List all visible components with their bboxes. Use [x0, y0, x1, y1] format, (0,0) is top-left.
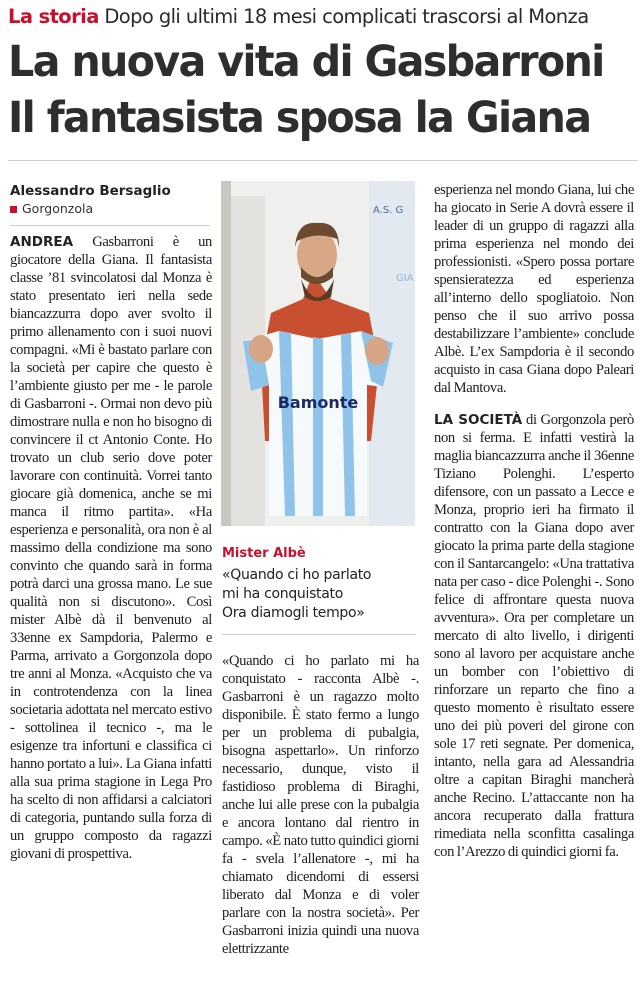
player-with-jersey-image: [221, 181, 415, 526]
section-lead-word: LA SOCIETÀ: [434, 412, 523, 428]
headline: [8, 34, 613, 146]
kicker-label: La storia: [8, 5, 99, 28]
article-column-3: [434, 181, 634, 861]
column-3-text-1: esperienza nel mondo Giana, lui che ha giocato in Serie A dovrà essere il leader di un gruppo di ragazzi alla prima esperienza nel mondo dei professionisti. «Spero possa portare spensieratezza ed esperienza all’interno dello spogliatoio. Non penso che il suo arrivo possa destabilizzare l’ambiente» conclude Albè. L’ex Sampdoria è il secondo acquisto in casa Giana dopo Paleari dal Mantova.: [434, 182, 634, 396]
quote-divider: [222, 634, 416, 635]
pull-quote-line-1: «Quando ci ho parlato: [222, 567, 372, 583]
dateline: [10, 200, 210, 218]
column-2-text: «Quando ci ho parlato mi ha conquistato - racconta Albè -. Gasbarroni è un ragazzo molto disponibile. È stato fermo a lungo per un problema di pubalgia, bisogna aspettarlo». Un rinforzo necessario, dunque, visto il fastidioso problema di Biraghi, anche lui alle prese con la pubalgia e ancora lontano dal rientro in campo. «È nato tutto quindici giorni fa - svela l’allenatore -, mi ha chiamato dicendomi di essersi liberato dal Monza e di voler parlare con la nostra società». Per Gasbarroni inizia quindi una nuova elettrizzante: [222, 653, 419, 957]
byline-divider: [10, 225, 210, 226]
column-1-text: Gasbarroni è un giocatore della Giana. Il fantasista classe ’81 svincolatosi dal Monza è stato presentato ieri nella sede biancazzurra dopo aver svolto il primo allenamento con i suoi nuovi compagni. «Mi è bastato parlare con la società per capire che questo è l’ambiente giusto per me - le parole di Gasbarroni -. Ormai non devo più dimostrare nulla e non ho bisogno di convincere il ct Antonio Conte. Ho trovato un club serio dove poter lavorare con continuità. Vorrei tanto giocare già domenica, anche se mi manca il ritmo partita». «Ha esperienza e personalità, ora non è al massimo della condizione ma sono convinto che quando sarà in forma potrà darci una grossa mano. Le sue qualità non si discutono». Così mister Albè dà il benvenuto al 33enne ex Sampdoria, Palermo e Parma, arrivato a Gorgonzola dopo tre anni al Monza. «Acquisto che va in controtendenza con la linea societaria adottata nel mercato estivo - sottolinea il tecnico -, ma le esigenze tra infortuni e classifica ci hanno portato a lui». La Giana infatti alla sua prima stagione in Lega Pro ha scelto di non affidarsi a calciatori di categoria, puntando sulla forza di un gruppo composto da ragazzi giovani di prospettiva.: [10, 234, 212, 862]
kicker-text: Dopo gli ultimi 18 mesi complicati trascorsi al Monza: [104, 5, 589, 28]
dateline-square-icon: [10, 206, 17, 213]
author-name: Alessandro Bersaglio: [10, 183, 171, 199]
lead-word: ANDREA: [10, 234, 74, 250]
wall-sign: A.S. G: [373, 205, 404, 216]
headline-line-1: La nuova vita di Gasbarroni: [8, 37, 604, 87]
pull-quote-line-3: Ora diamogli tempo»: [222, 605, 365, 621]
sidebar-label: Mister Albè: [222, 546, 306, 561]
header-divider: [8, 160, 638, 161]
byline: [10, 182, 210, 218]
article-column-1: [10, 233, 212, 863]
wall-sign-side: GIA: [396, 273, 414, 284]
article-column-2: [222, 652, 419, 958]
pull-quote: [222, 566, 422, 623]
shirt-sponsor: Bamonte: [277, 393, 359, 412]
headline-line-2: Il fantasista sposa la Giana: [8, 93, 591, 143]
article-photo: [221, 181, 415, 526]
kicker: [8, 4, 638, 30]
dateline-place: Gorgonzola: [22, 201, 94, 216]
column-3-text-2: di Gorgonzola però non si ferma. E infatti vestirà la maglia biancazzurra anche il 36enne Tiziano Polenghi. L’esperto difensore, con un passato a Lecce e Monza, proprio ieri ha firmato il contratto con la Giana dopo aver giocato la prima parte della stagione con il Santarcangelo: «Una trattativa nata per caso - dice Polenghi -. Sono felice di affrontare questa nuova avventura». Ora per completare un mercato di alto livello, i dirigenti sono al lavoro per acquistare anche un bomber con l’obiettivo di rinforzare un reparto che fino a questo momento è risultato essere uno dei più poveri del girone con sole 17 reti segnate. Per domenica, intanto, nella gara ad Alessandria oltre a capitan Biraghi mancherà anche Recino. L’attaccante non ha ancora recuperato dalla frattura rimediata nella sconfitta casalinga con l’Arezzo di quindici giorni fa.: [434, 412, 634, 860]
pull-quote-line-2: mi ha conquistato: [222, 586, 343, 602]
